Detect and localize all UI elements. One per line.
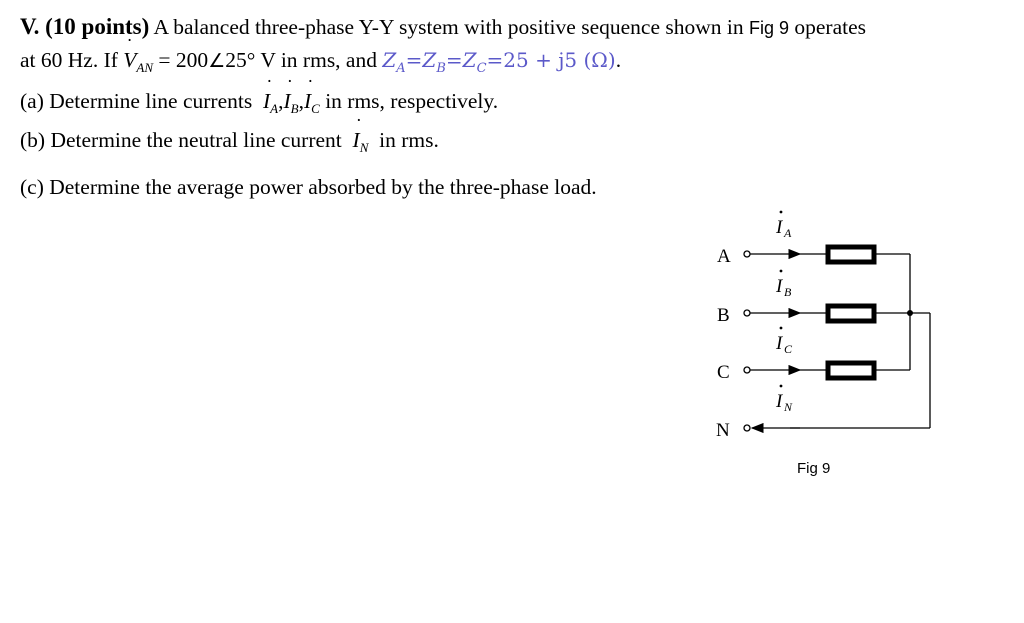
- terminal-a-node: [744, 251, 750, 257]
- terminal-n-label: N: [716, 420, 730, 441]
- voltage-angle: 25° V in rms, and: [225, 48, 377, 72]
- terminal-c-label: C: [717, 362, 730, 383]
- impedance-expression: $Z_A=Z_B=Z_C=25 + j5$ (Ω): [382, 48, 616, 76]
- svg-text:C: C: [784, 342, 793, 356]
- terminal-n-node: [744, 425, 750, 431]
- current-label-b: [775, 270, 792, 299]
- angle-symbol: ∠: [208, 50, 226, 72]
- given-start: at 60 Hz. If: [20, 48, 118, 72]
- terminal-b-label: B: [717, 305, 730, 326]
- svg-text:I: I: [776, 333, 783, 354]
- part-a: (a) Determine line currents ˙ $I_A,˙$ $I_B,˙$ $I_C$ in rms, respectively.: [20, 89, 498, 117]
- part-b: (b) Determine the neutral line current ˙ $I_N$ in rms.: [20, 128, 439, 156]
- terminal-b-node: [744, 310, 750, 316]
- svg-text:I: I: [776, 276, 783, 297]
- current-symbol-c: ˙ I: [304, 89, 311, 114]
- figure-caption: Fig 9: [797, 460, 831, 477]
- star-junction-dot: [907, 310, 913, 316]
- voltage-symbol: ˙ V: [123, 48, 136, 73]
- part-b-end: in rms.: [379, 128, 439, 152]
- part-a-text: (a) Determine line currents: [20, 89, 253, 113]
- svg-text:A: A: [784, 226, 792, 240]
- svg-text:B: B: [784, 285, 792, 299]
- terminal-c-node: [744, 367, 750, 373]
- current-label-a: [775, 211, 792, 240]
- problem-heading: V. (10 points): [20, 14, 150, 39]
- part-a-end: in rms, respectively.: [325, 89, 499, 113]
- voltage-subscript: AN: [136, 60, 154, 75]
- current-label-c: [775, 327, 793, 356]
- current-symbol-a: ˙ I: [263, 89, 270, 114]
- current-symbol-n: ˙ I: [353, 128, 360, 153]
- load-impedance-c: [828, 363, 874, 378]
- terminal-a-label: A: [717, 246, 731, 267]
- voltage-magnitude: = 200: [158, 48, 209, 72]
- svg-text:I: I: [776, 391, 783, 412]
- load-impedance-a: [828, 247, 874, 262]
- figure-reference: Fig 9: [748, 18, 790, 38]
- current-symbol-b: ˙ I: [283, 89, 290, 114]
- problem-intro-end: operates: [794, 15, 867, 39]
- problem-intro: A balanced three-phase Y-Y system with positive sequence shown in: [153, 15, 744, 39]
- part-b-text: (b) Determine the neutral line current: [20, 128, 342, 152]
- svg-text:N: N: [784, 400, 793, 414]
- current-label-n: [775, 385, 793, 414]
- given-end: .: [615, 48, 622, 72]
- load-impedance-b: [828, 306, 874, 321]
- part-c-text: (c) Determine the average power absorbed by the three-phase load.: [20, 175, 597, 199]
- svg-text:I: I: [776, 217, 783, 238]
